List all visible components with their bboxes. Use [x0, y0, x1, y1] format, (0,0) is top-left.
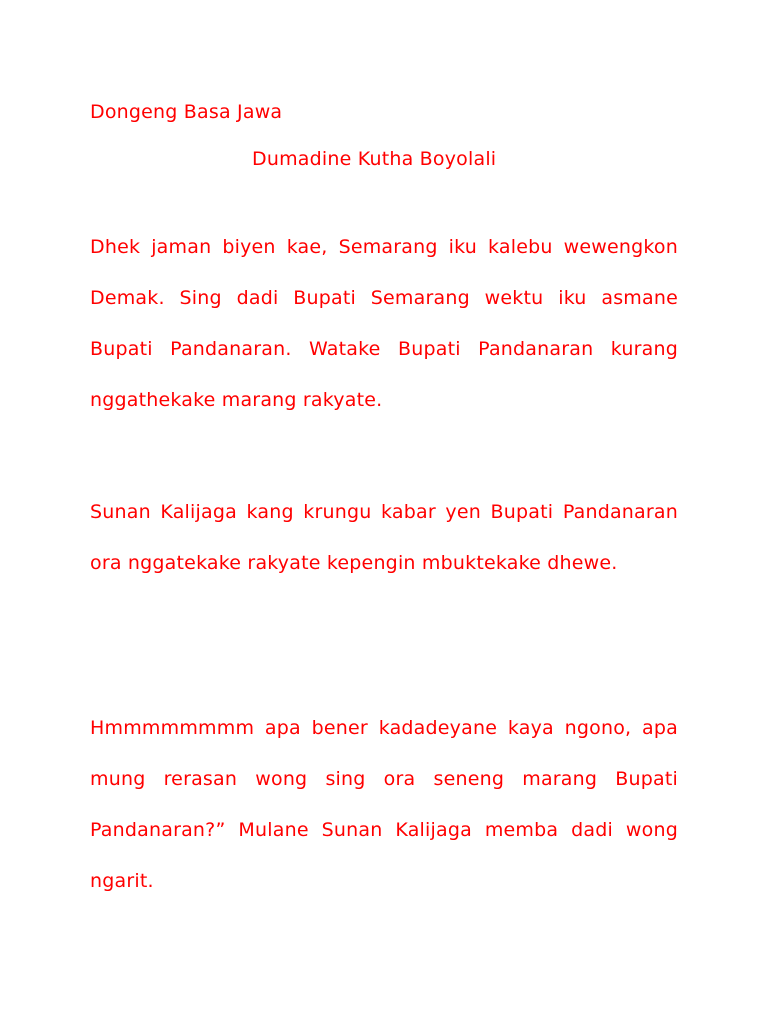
- paragraph-1: Dhek jaman biyen kae, Semarang iku kalebu wewengkon Demak. Sing dadi Bupati Semarang wektu iku asmane Bupati Pandanaran. Watake Bupati Pandanaran kurang nggathekake marang rakyate.: [90, 236, 678, 411]
- story-title: Dumadine Kutha Boyolali: [252, 148, 497, 170]
- paragraph-3: Hmmmmmmmm apa bener kadadeyane kaya ngono, apa mung rerasan wong sing ora seneng marang Bupati Pandanaran?” Mulane Sunan Kalijaga memba dadi wong ngarit.: [90, 717, 678, 892]
- document-heading: Dongeng Basa Jawa: [90, 101, 283, 123]
- paragraph-2: Sunan Kalijaga kang krungu kabar yen Bupati Pandanaran ora nggatekake rakyate kepengin mbuktekake dhewe.: [90, 501, 678, 574]
